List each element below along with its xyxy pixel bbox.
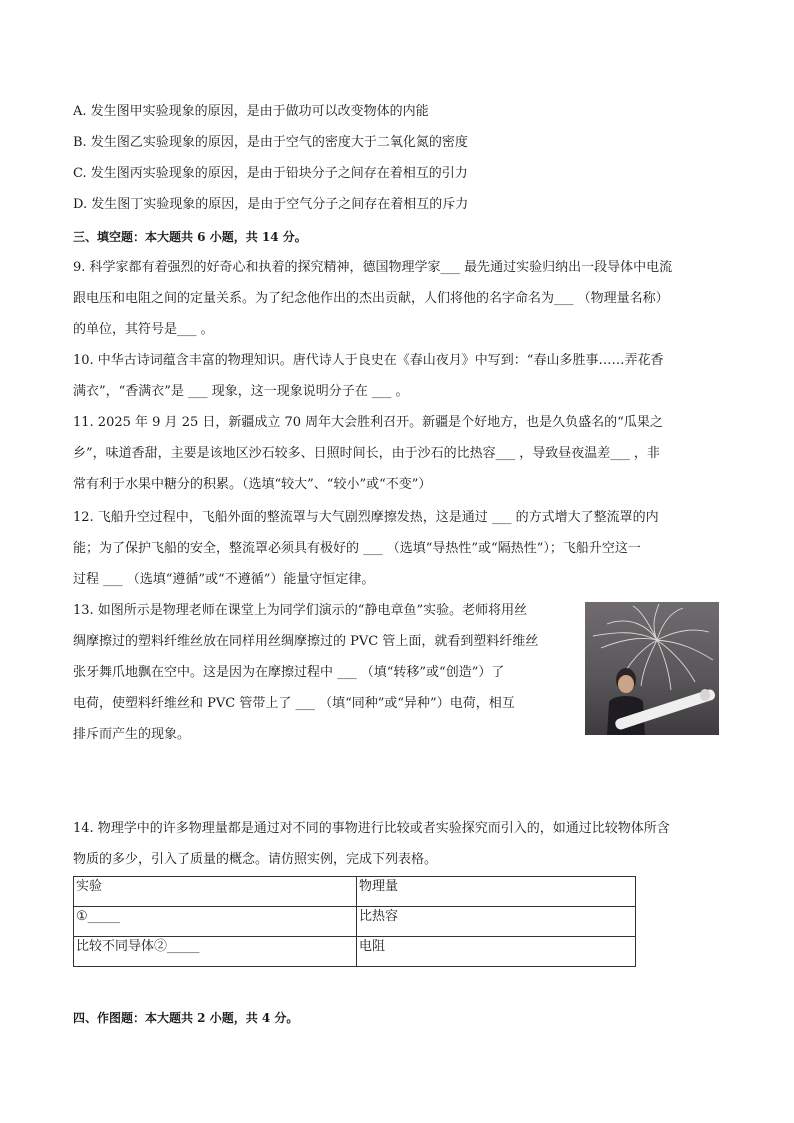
table-header-cell: 物理量: [357, 877, 636, 907]
section-3-title: 三、填空题：本大题共 6 小题，共 14 分。: [73, 230, 307, 244]
comparison-table: [73, 876, 636, 967]
table-row: [74, 937, 636, 967]
q9-line-2: 跟电压和电阻之间的定量关系。为了纪念他作出的杰出贡献，人们将他的名字命名为___ （物理量名称）: [73, 291, 669, 306]
q14-line-2: 物质的多少，引入了质量的概念。请仿照实例，完成下列表格。: [73, 852, 438, 867]
section-4-title: 四、作图题：本大题共 2 小题，共 4 分。: [73, 1011, 299, 1025]
q14-line-1: 14. 物理学中的许多物理量都是通过对不同的事物进行比较或者实验探究而引入的，如通过比较物体所含: [73, 821, 670, 836]
q10-line-2: 满衣”，“香满衣”是 ___ 现象，这一现象说明分子在 ___ 。: [73, 384, 409, 399]
table-row: [74, 907, 636, 937]
q13-line-5: 排斥而产生的现象。: [73, 727, 191, 742]
option-c: C. 发生图丙实验现象的原因，是由于铅块分子之间存在着相互的引力: [73, 166, 468, 181]
q11-line-3: 常有利于水果中糖分的积累。（选填“较大”、“较小”或“不变”）: [73, 477, 432, 492]
static-octopus-photo: [585, 602, 719, 735]
q13-line-2: 绸摩擦过的塑料纤维丝放在同样用丝绸摩擦过的 PVC 管上面，就看到塑料纤维丝: [73, 634, 539, 649]
table-cell: ①_____: [74, 907, 357, 937]
q12-line-2: 能；为了保护飞船的安全，整流罩必须具有极好的 ___ （选填“导热性”或“隔热性”）；飞船升空这一: [73, 541, 641, 556]
q11-line-1: 11. 2025 年 9 月 25 日，新疆成立 70 周年大会胜利召开。新疆是个好地方，也是久负盛名的“瓜果之: [73, 415, 663, 430]
table-header-cell: 实验: [74, 877, 357, 907]
table-cell: 电阻: [357, 937, 636, 967]
q13-line-3: 张牙舞爪地飘在空中。这是因为在摩擦过程中 ___ （填“转移”或“创造”）了: [73, 665, 505, 680]
q10-line-1: 10. 中华古诗词蕴含丰富的物理知识。唐代诗人于良史在《春山夜月》中写到：“春山多胜事……弄花香: [73, 353, 664, 368]
q11-line-2: 乡”，味道香甜，主要是该地区沙石较多、日照时间长，由于沙石的比热容___ ，导致昼夜温差___ ，非: [73, 446, 660, 461]
q13-line-4: 电荷，使塑料纤维丝和 PVC 管带上了 ___ （填“同种”或“异种”）电荷，相互: [73, 696, 515, 711]
option-b: B. 发生图乙实验现象的原因，是由于空气的密度大于二氧化氮的密度: [73, 135, 468, 150]
q12-line-1: 12. 飞船升空过程中，飞船外面的整流罩与大气剧烈摩擦发热，这是通过 ___ 的方式增大了整流罩的内: [73, 510, 659, 525]
q13-line-1: 13. 如图所示是物理老师在课堂上为同学们演示的“静电章鱼”实验。老师将用丝: [73, 603, 528, 618]
table-header-row: [74, 877, 636, 907]
table-cell: 比热容: [357, 907, 636, 937]
option-a: A. 发生图甲实验现象的原因，是由于做功可以改变物体的内能: [73, 104, 429, 119]
option-d: D. 发生图丁实验现象的原因，是由于空气分子之间存在着相互的斥力: [73, 197, 469, 212]
table-cell: 比较不同导体②_____: [74, 937, 357, 967]
q9-line-1: 9. 科学家都有着强烈的好奇心和执着的探究精神，德国物理学家___ 最先通过实验归纳出一段导体中电流: [73, 260, 673, 275]
q12-line-3: 过程 ___ （选填“遵循”或“不遵循”）能量守恒定律。: [73, 572, 375, 587]
q9-line-3: 的单位，其符号是___ 。: [73, 322, 214, 337]
